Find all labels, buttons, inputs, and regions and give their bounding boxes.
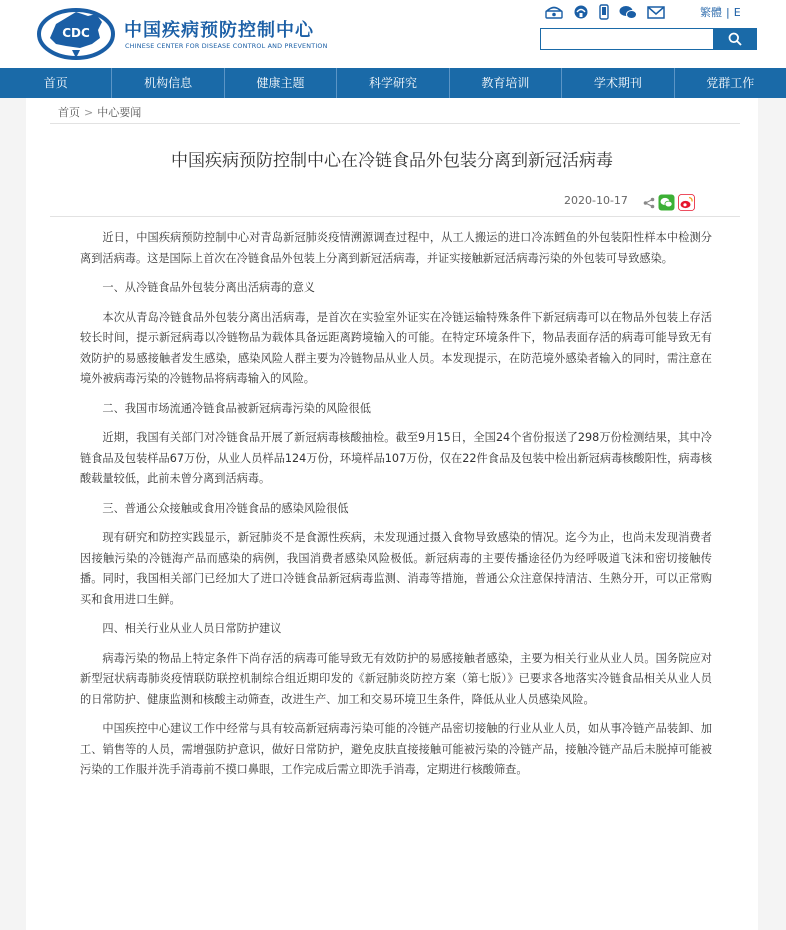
breadcrumb xyxy=(58,104,141,120)
main-nav xyxy=(0,68,786,98)
mail-icon[interactable] xyxy=(647,6,665,19)
nav-research[interactable]: 科学研究 xyxy=(337,68,449,98)
section-4-paragraph-1: 病毒污染的物品上特定条件下尚存活的病毒可能导致无有效防护的易感接触者感染，主要为相关行业从业人员。国务院应对新型冠状病毒肺炎疫情联防联控机制综合组近期印发的《新冠肺炎防控方案（第七版）》已要求各地落实冷链食品相关从业人员的日常防护、健康监测和核酸主动筛查，改进生产、加工和交易环境卫生条件，降低从业人员感染风险。 xyxy=(80,651,712,706)
section-4-paragraph-2: 中国疾控中心建议工作中经常与具有较高新冠病毒污染可能的冷链产品密切接触的行业从业人员，如从事冷链产品装卸、加工、销售等的人员，需增强防护意识，做好日常防护，避免皮肤直接接触可能被污染的冷链产品，接触冷链产品后未脱掉可能被污染的工作服并洗手消毒前不摸口鼻眼，工作完成后需立即洗手消毒，定期进行核酸筛查。 xyxy=(80,722,712,776)
section-3-paragraph: 现有研究和防控实践显示，新冠肺炎不是食源性疾病，未发现通过摄入食物导致感染的情况。迄今为止，也尚未发现消费者因接触污染的冷链海产品而感染的病例，我国消费者感染风险极低。新冠病毒的主要传播途径仍为经呼吸道飞沫和密切接触传播。同时，我国相关部门已经加大了进口冷链食品新冠病毒监测、消毒等措施，普通公众注意保持清洁、生熟分开，可以正常购买和食用进口生鲜。 xyxy=(80,531,712,606)
wechat-share-icon[interactable] xyxy=(658,194,675,211)
language-switch xyxy=(700,4,745,20)
section-1-heading: 一、从冷链食品外包装分离出活病毒的意义 xyxy=(102,281,315,294)
site-header xyxy=(0,0,786,68)
cdc-logo[interactable] xyxy=(36,4,120,62)
site-title-cn: 中国疾病预防控制中心 xyxy=(124,20,314,41)
breadcrumb-divider xyxy=(50,123,740,124)
article-panel xyxy=(26,98,758,930)
section-3-heading: 三、普通公众接触或食用冷链食品的感染风险很低 xyxy=(102,501,349,515)
nav-organization[interactable]: 机构信息 xyxy=(112,68,224,98)
share-tools xyxy=(643,194,698,211)
article-body xyxy=(80,228,712,790)
section-1-paragraph: 本次从青岛冷链食品外包装分离出活病毒，是首次在实验室外证实在冷链运输特殊条件下新冠病毒可以在物品外包装上存活较长时间，提示新冠病毒以冷链物品为载体具备远距离跨境输入的可能。在特定环境条件下，物品表面存活的病毒可能导致无有效防护的易感接触者发生感染，感染风险人群主要为冷链物品从业人员。本发现提示，在防范境外感染者输入的同时，需注意在境外被病毒污染的冷链物品将病毒输入的风险。 xyxy=(80,310,712,385)
lang-traditional[interactable]: 繁體 xyxy=(700,6,722,19)
intro-paragraph: 近日，中国疾病预防控制中心对青岛新冠肺炎疫情溯源调查过程中，从工人搬运的进口冷冻鳕鱼的外包装阳性样本中检测分离到活病毒。这是国际上首次在冷链食品外包装上分离到新冠活病毒，并证实接触新冠活病毒污染的外包装可导致感染。 xyxy=(80,231,712,265)
section-2-paragraph: 近期，我国有关部门对冷链食品开展了新冠病毒核酸抽检。截至9月15日，全国24个省份报送了298万份检测结果，其中冷链食品及包装样品67万份，从业人员样品124万份，环境样品107万份，仅在22件食品及包装中检出新冠病毒核酸阳性，病毒核酸载量较低，此前未曾分离到活病毒。 xyxy=(80,431,712,485)
search-button[interactable] xyxy=(713,28,757,50)
tool-icons xyxy=(545,4,675,20)
weibo-share-icon[interactable] xyxy=(678,194,695,211)
lang-separator: | xyxy=(726,6,730,19)
article-date: 2020-10-17 xyxy=(564,194,628,207)
nav-health-topics[interactable]: 健康主题 xyxy=(225,68,337,98)
service-icon[interactable] xyxy=(573,4,589,20)
nav-party[interactable]: 党群工作 xyxy=(706,76,755,90)
breadcrumb-separator: > xyxy=(84,106,94,119)
search-icon xyxy=(728,32,742,46)
logo-mark-text: CDC xyxy=(62,26,90,40)
article-title: 中国疾病预防控制中心在冷链食品外包装分离到新冠活病毒 xyxy=(171,151,613,171)
phone-icon[interactable] xyxy=(545,5,563,19)
breadcrumb-home[interactable]: 首页 xyxy=(58,106,80,119)
share-icon[interactable] xyxy=(643,197,655,209)
lang-english[interactable]: E xyxy=(733,6,741,19)
meta-divider xyxy=(50,216,740,217)
wechat-icon[interactable] xyxy=(619,5,637,20)
mobile-icon[interactable] xyxy=(599,4,609,20)
search-input[interactable] xyxy=(540,28,716,50)
nav-journals[interactable]: 学术期刊 xyxy=(562,68,674,98)
nav-home[interactable]: 首页 xyxy=(0,68,112,98)
section-2-heading: 二、我国市场流通冷链食品被新冠病毒污染的风险很低 xyxy=(102,401,371,415)
site-title-en: CHINESE CENTER FOR DISEASE CONTROL AND PREVENTION xyxy=(125,42,328,50)
breadcrumb-current[interactable]: 中心要闻 xyxy=(97,106,142,119)
nav-education[interactable]: 教育培训 xyxy=(450,68,562,98)
section-4-heading: 四、相关行业从业人员日常防护建议 xyxy=(102,622,282,635)
